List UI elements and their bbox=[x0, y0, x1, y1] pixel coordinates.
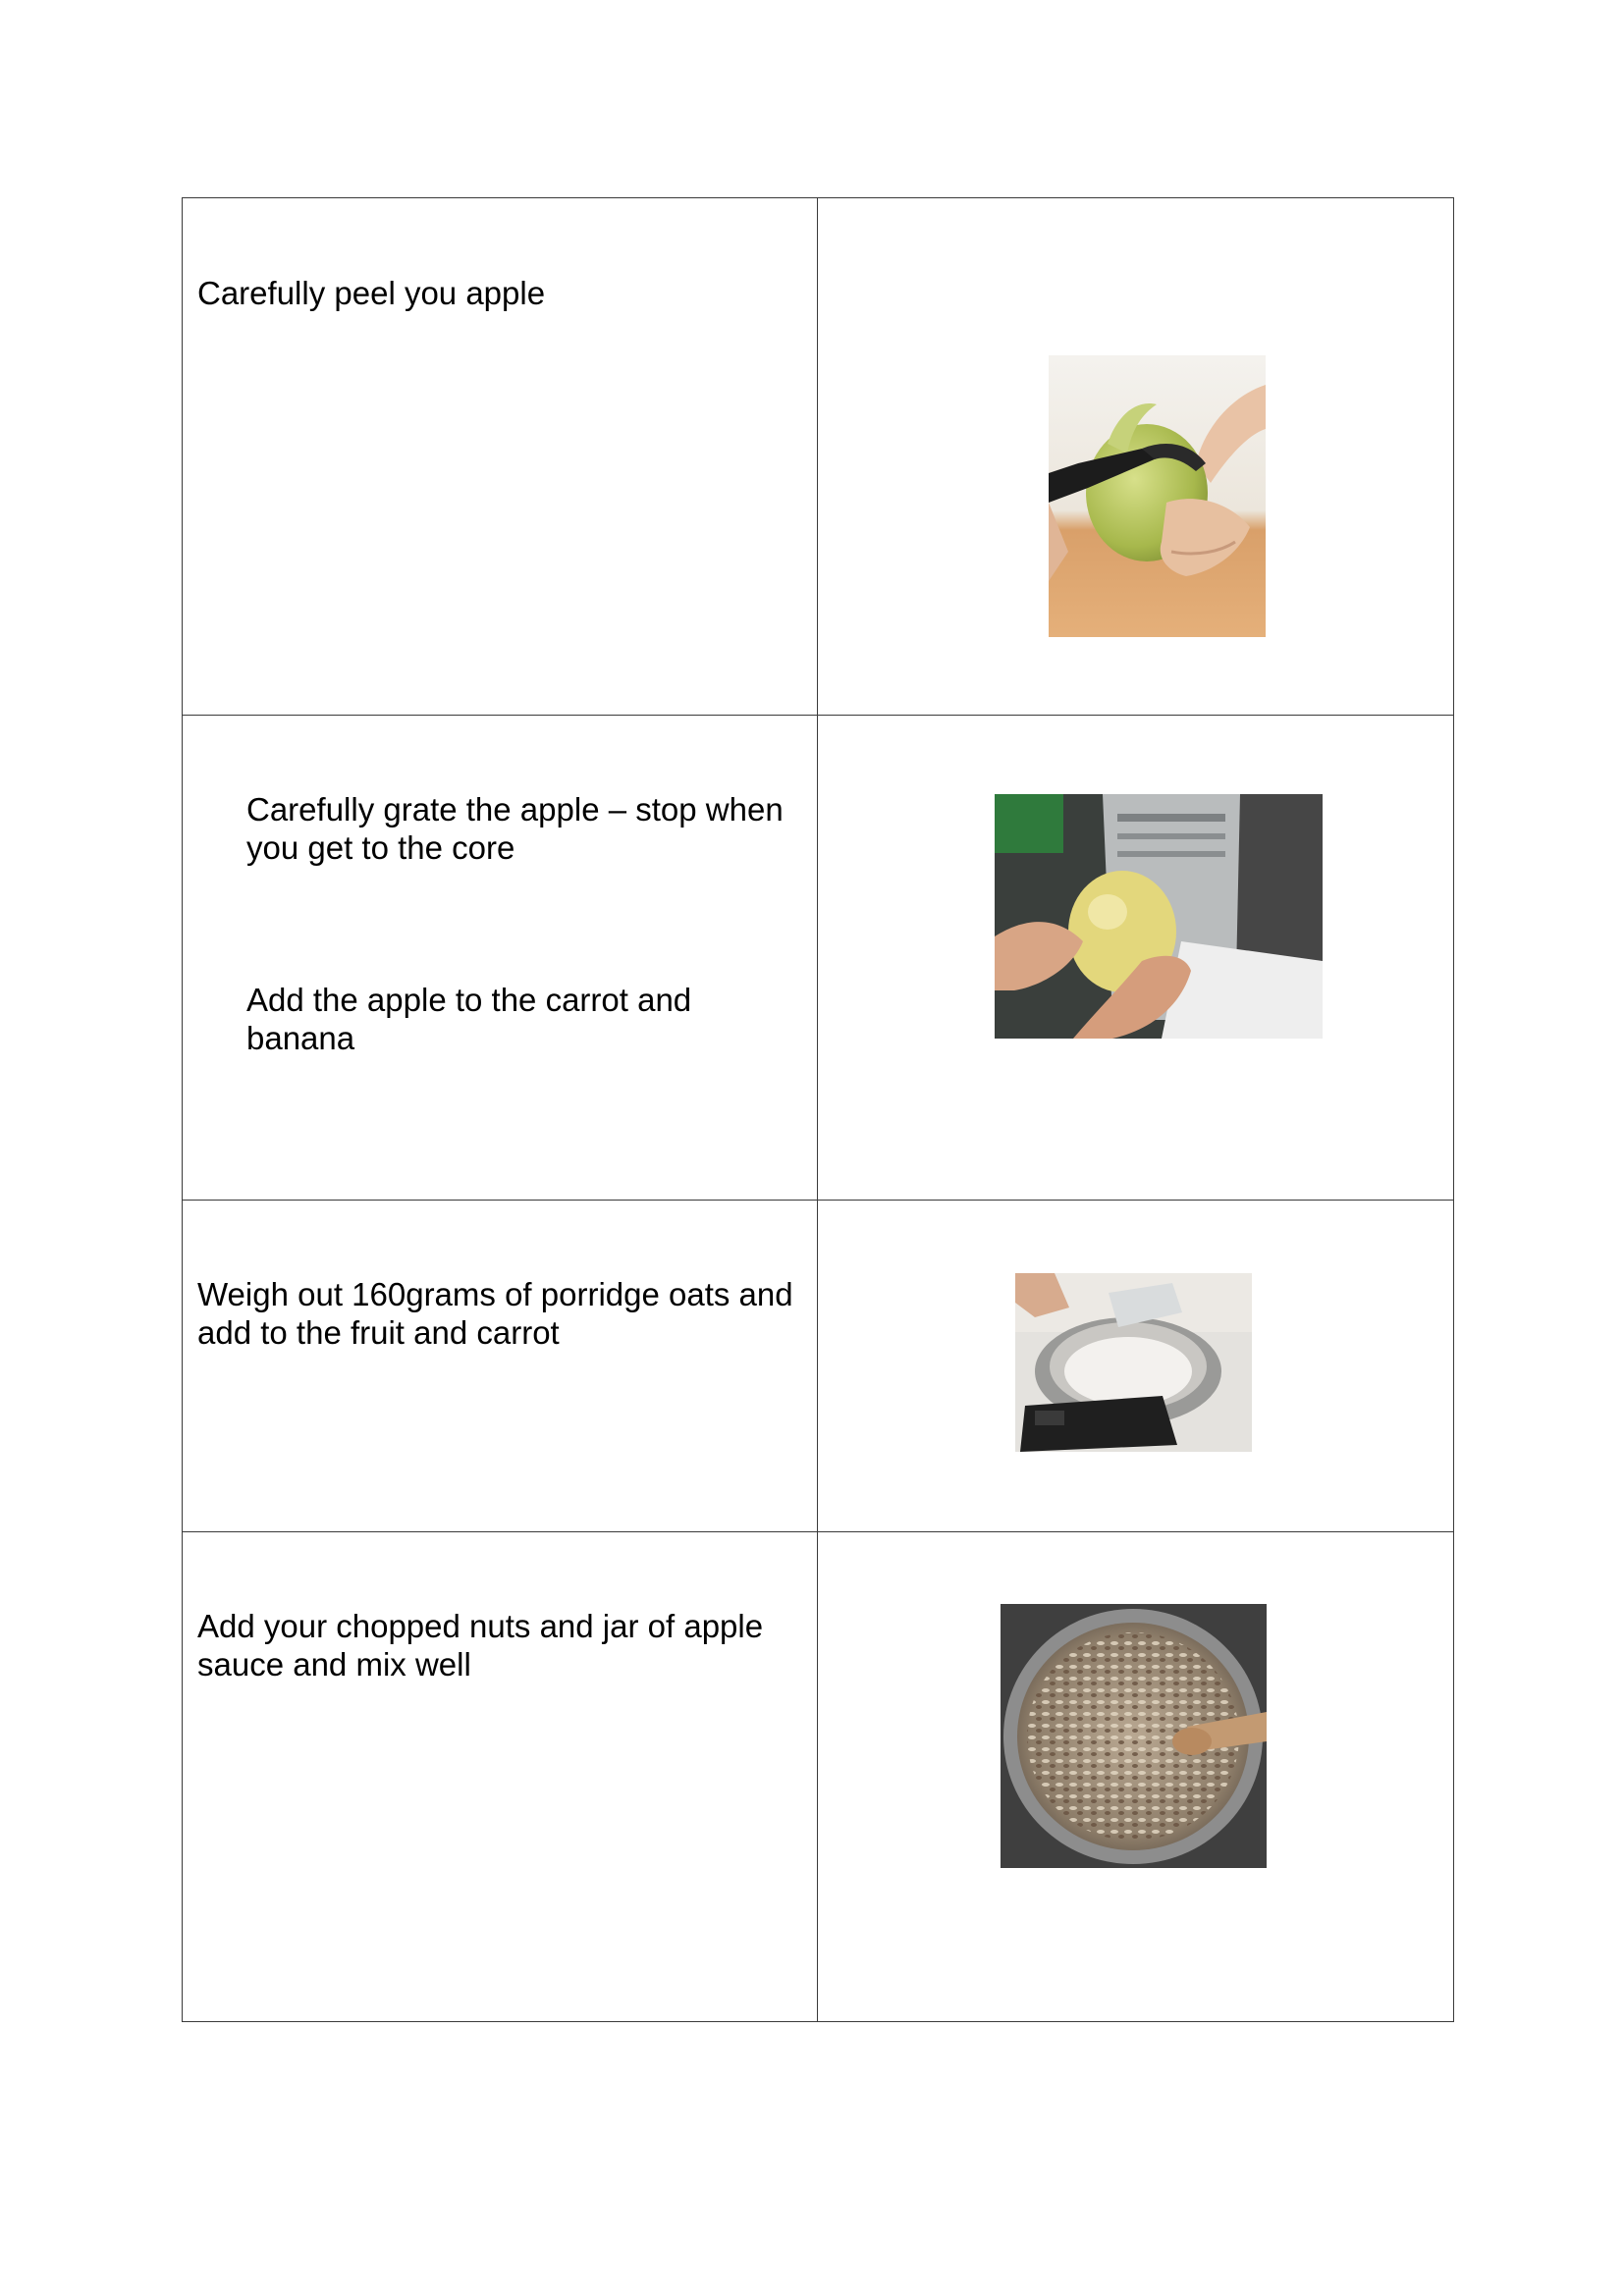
recipe-steps-table bbox=[182, 197, 1454, 2022]
instruction-text: Add the apple to the carrot and banana bbox=[246, 982, 692, 1056]
instruction-cell bbox=[183, 1532, 818, 2022]
instruction-text: Weigh out 160grams of porridge oats and add to the fruit and carrot bbox=[197, 1276, 793, 1351]
table-row bbox=[183, 716, 1454, 1201]
instruction-text: Add your chopped nuts and jar of apple sauce and mix well bbox=[197, 1608, 764, 1682]
image-cell bbox=[818, 1201, 1454, 1532]
apple-grating-photo bbox=[995, 794, 1323, 1039]
table-row bbox=[183, 1532, 1454, 2022]
weighing-oats-photo bbox=[1015, 1273, 1252, 1452]
instruction-cell bbox=[183, 198, 818, 716]
instruction-cell bbox=[183, 716, 818, 1201]
instruction-text: Carefully grate the apple – stop when you get to the core bbox=[246, 791, 784, 866]
table-row bbox=[183, 198, 1454, 716]
mixing-bowl-photo bbox=[1001, 1604, 1267, 1868]
instruction-cell bbox=[183, 1201, 818, 1532]
image-cell bbox=[818, 716, 1454, 1201]
image-cell bbox=[818, 1532, 1454, 2022]
apple-peeling-photo bbox=[1049, 355, 1266, 637]
table-row bbox=[183, 1201, 1454, 1532]
instruction-text: Carefully peel you apple bbox=[197, 275, 546, 311]
image-cell bbox=[818, 198, 1454, 716]
